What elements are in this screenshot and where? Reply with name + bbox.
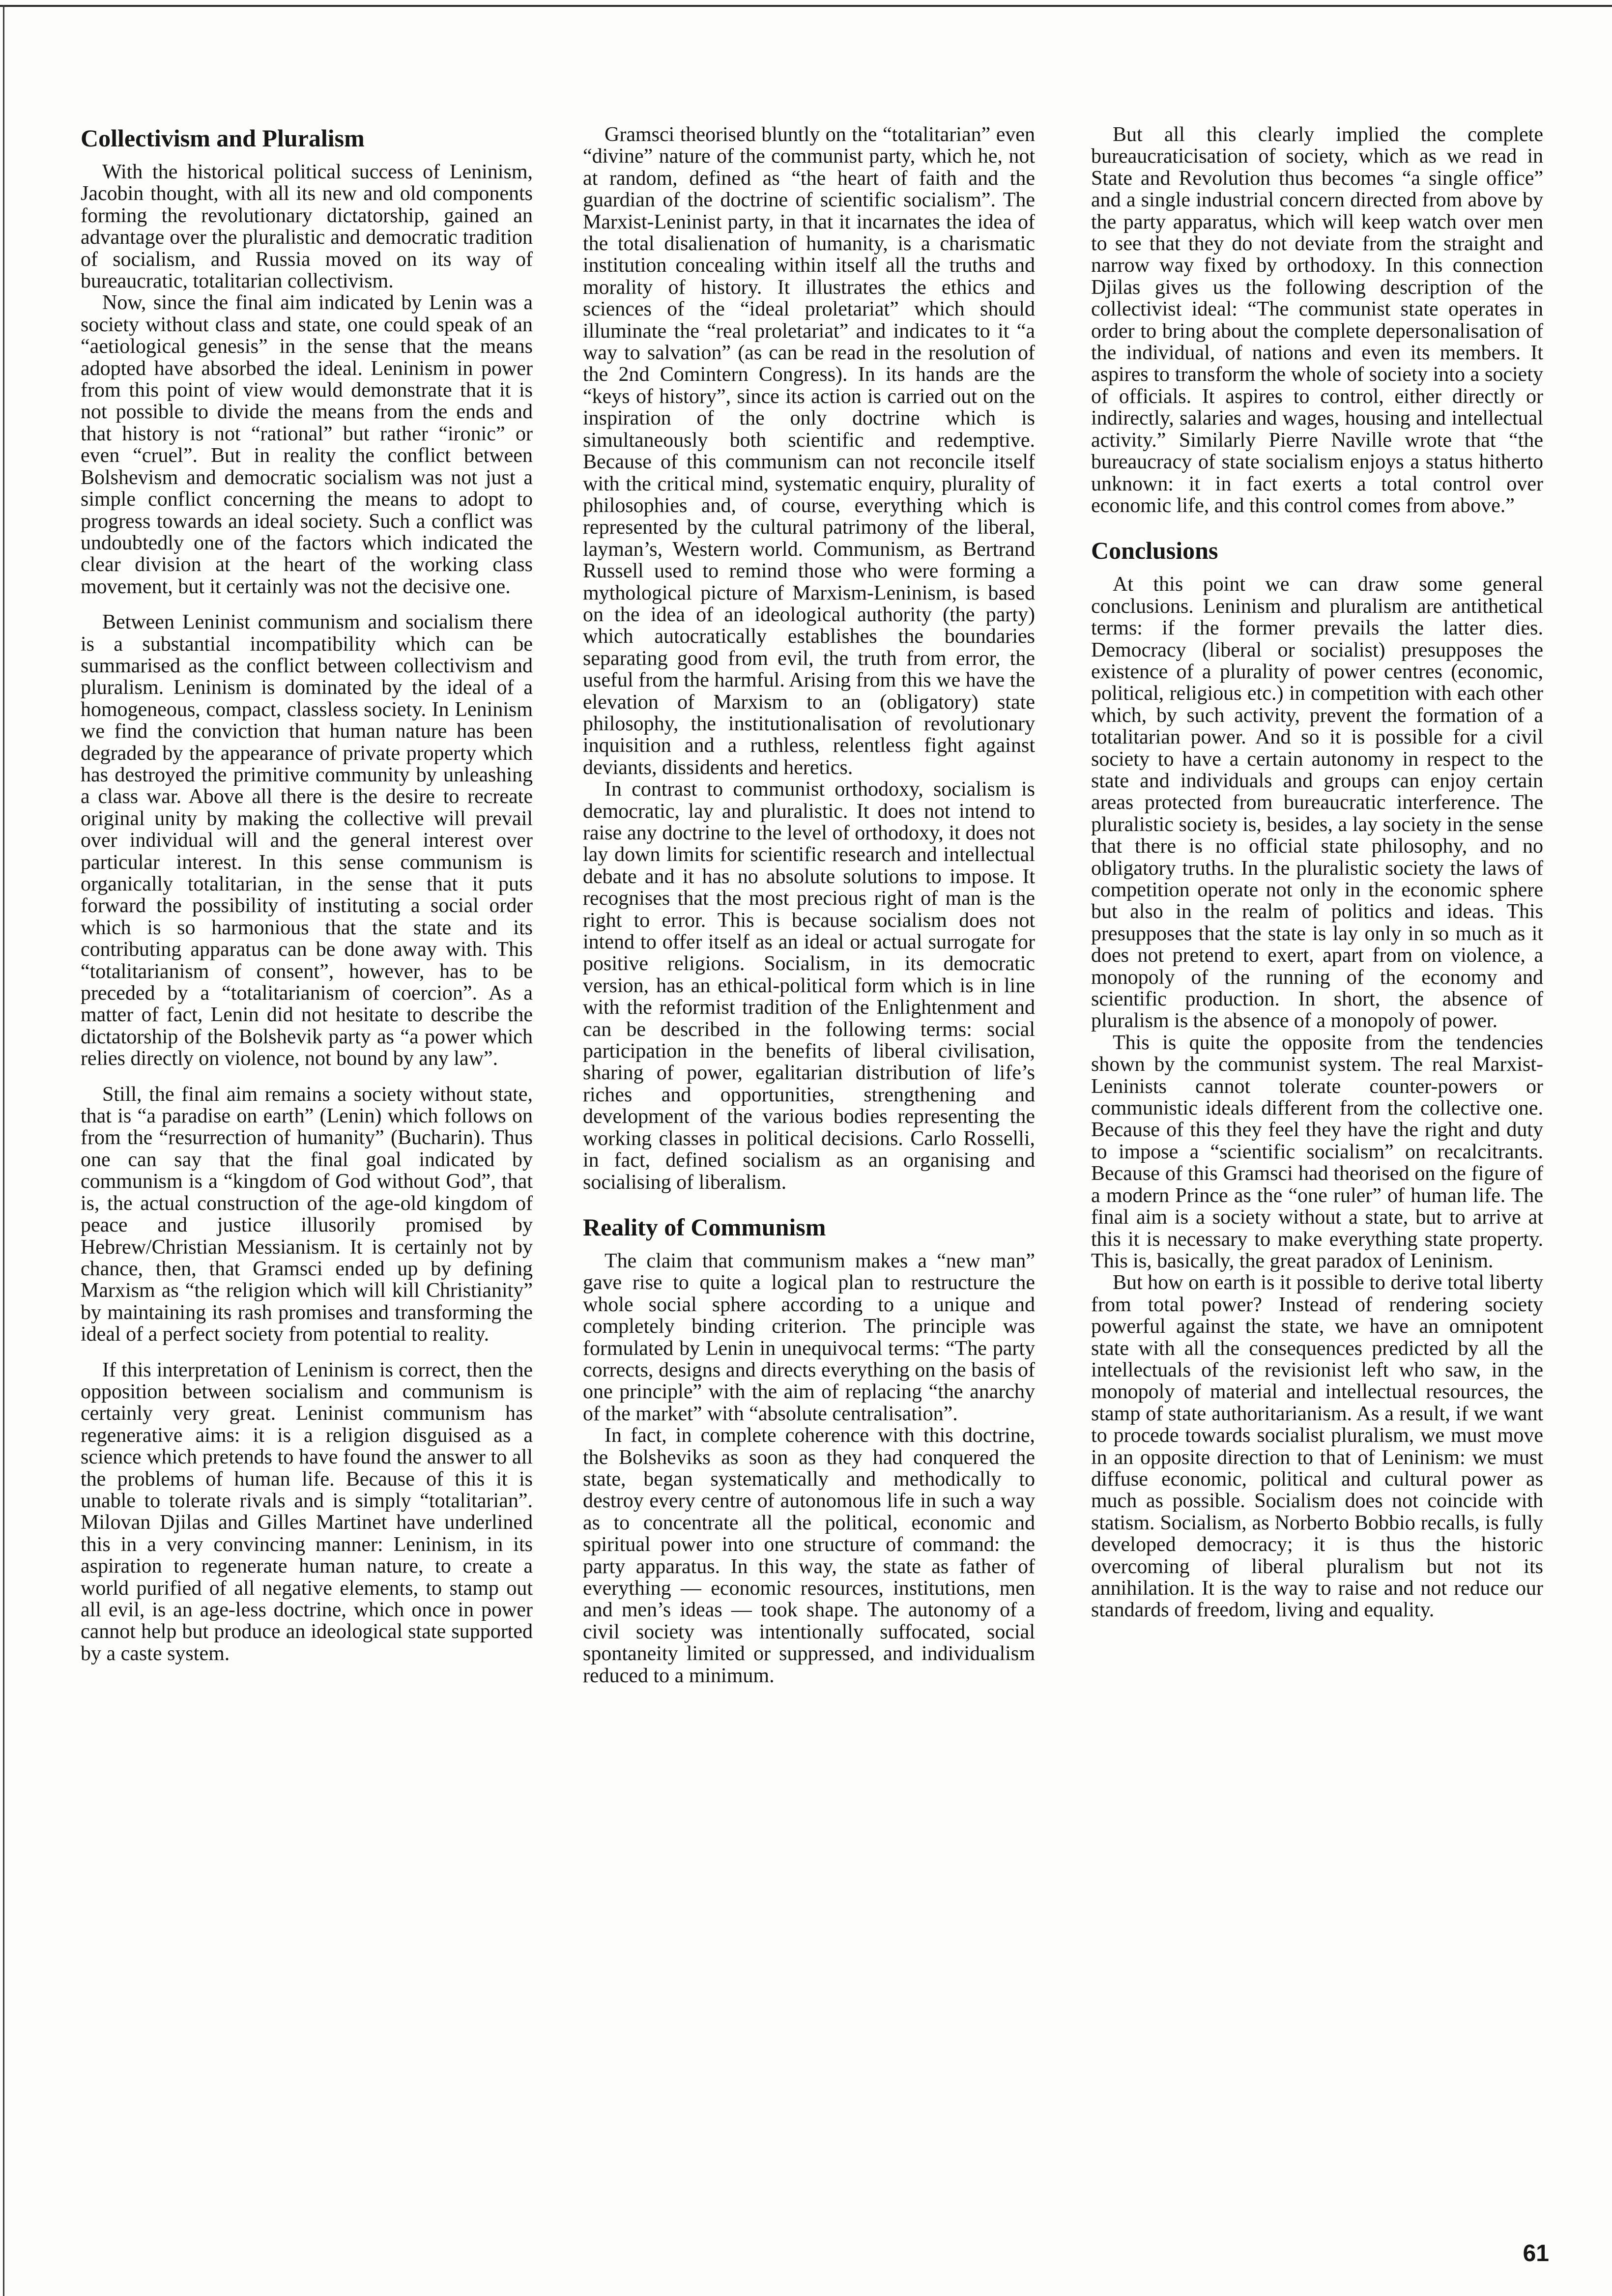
heading-conclusions: Conclusions — [1091, 537, 1218, 565]
paragraph: Between Leninist communism and socialism there is a substantial incompatibility which can be summarised as the conflict between collectivism and pluralism. Leninism is dominated by the ideal of a homogeneous, compact, classless society. In Leninism we find the conviction that human nature has been degraded by the appearance of private property which has destroyed the primitive community by unleashing a class war. Above all there is the desire to recreate original unity by making the collective will prevail over individual will and the general interest over particular interest. In this sense communism is organically totalitarian, in the sense that it puts forward the possibility of instituting a social order which is so harmonious that the state and its contributing apparatus can be done away with. This “totalitarianism of consent”, however, has to be preceded by a “totalitarianism of coercion”. As a matter of fact, Lenin did not hesitate to describe the dictatorship of the Bolshevik party as “a power which relies directly on violence, not bound by any law”. — [81, 611, 533, 1070]
paragraph: In fact, in complete coherence with this doctrine, the Bolsheviks as soon as they had conquered the state, began systematically and methodically to destroy every centre of autonomous life in such a way as to concentrate all the political, economic and spiritual power into one structure of command: the party apparatus. In this way, the state as father of everything — economic resources, institutions, men and men’s ideas — took shape. The autonomy of a civil society was intentionally suffocated, social spontaneity limited or suppressed, and individualism reduced to a minimum. — [583, 1424, 1035, 1687]
page-number: 61 — [1523, 2240, 1549, 2267]
paragraph: With the historical political success of Leninism, Jacobin thought, with all its new and old components forming the revolutionary dictatorship, gained an advantage over the pluralistic and democratic tradition of socialism, and Russia moved on its way of bureaucratic, totalitarian collectivism. — [81, 161, 533, 293]
paragraph: Still, the final aim remains a society without state, that is “a paradise on earth” (Lenin) which follows on from the “resurrection of humanity” (Bucharin). Thus one can say that the final goal indicated by communism is a “kingdom of God without God”, that is, the actual construction of the age-old kingdom of peace and justice illusorily promised by Hebrew/Christian Messianism. It is certainly not by chance, then, that Gramsci ended up by defining Marxism as “the religion which will kill Christianity” by maintaining its rash promises and transforming the ideal of a perfect society from potential to reality. — [81, 1083, 533, 1346]
paragraph: In contrast to communist orthodoxy, socialism is democratic, lay and pluralistic. It does not intend to raise any doctrine to the level of orthodoxy, it does not lay down limits for scientific research and intellectual debate and it has no absolute solutions to impose. It recognises that the most precious right of man is the right to error. This is because socialism does not intend to offer itself as an ideal or actual surrogate for positive religions. Socialism, in its democratic version, has an ethical-political form which is in line with the reformist tradition of the Enlightenment and can be described in the following terms: social participation in the benefits of liberal civilisation, sharing of power, egalitarian distribution of life’s riches and opportunities, strengthening and development of the various bodies representing the working classes in political decisions. Carlo Rosselli, in fact, defined socialism as an organising and socialising of liberalism. — [583, 778, 1035, 1194]
paragraph: But all this clearly implied the complete bureaucraticisation of society, which as we read in State and Revolution thus becomes “a single office” and a single industrial concern directed from above by the party apparatus, which will keep watch over men to see that they do not deviate from the straight and narrow way fixed by orthodoxy. In this connection Djilas gives us the following description of the collectivist ideal: “The communist state operates in order to bring about the complete depersonalisation of the individual, of nations and even its members. It aspires to transform the whole of society into a society of officials. It aspires to control, either directly or indirectly, salaries and wages, housing and intellectual activity.” Similarly Pierre Naville wrote that “the bureaucracy of state socialism enjoys a status hitherto unknown: it in fact exerts a total control over economic life, and this control comes from above.” — [1091, 123, 1543, 517]
column-3 — [1091, 124, 1543, 1621]
column-1 — [81, 124, 533, 1665]
heading-collectivism-and-pluralism: Collectivism and Pluralism — [81, 124, 365, 152]
paragraph: This is quite the opposite from the tendencies shown by the communist system. The real Marxist-Leninists cannot tolerate counter-powers or communistic ideals different from the collective one. Because of this they feel they have the right and duty to impose a “scientific socialism” on recalcitrants. Because of this Gramsci had theorised on the figure of a modern Prince as the “one ruler” of human life. The final aim is a society without a state, but to arrive at this it is necessary to make everything state property. This is, basically, the great paradox of Leninism. — [1091, 1031, 1543, 1272]
heading-reality-of-communism: Reality of Communism — [583, 1213, 826, 1241]
paragraph: Gramsci theorised bluntly on the “totalitarian” even “divine” nature of the communist party, which he, not at random, defined as “the heart of faith and the guardian of the doctrine of scientific socialism”. The Marxist-Leninist party, in that it incarnates the idea of the total disalienation of humanity, is a charismatic institution concealing within itself all the truths and morality of history. It illustrates the ethics and sciences of the “ideal proletariat” which should illuminate the “real proletariat” and indicates to it “a way to salvation” (as can be read in the resolution of the 2nd Comintern Congress). In its hands are the “keys of history”, since its action is carried out on the inspiration of the only doctrine which is simultaneously both scientific and redemptive. Because of this communism can not reconcile itself with the critical mind, systematic enquiry, plurality of philosophies and, of course, everything which is represented by the cultural patrimony of the liberal, layman’s, Western world. Communism, as Bertrand Russell used to remind those who were forming a mythological picture of Marxism-Leninism, is based on the idea of an ideological authority (the party) which autocratically establishes the boundaries separating good from evil, the truth from error, the useful from the harmful. Arising from this we have the elevation of Marxism to an (obligatory) state philosophy, the institutionalisation of revolutionary inquisition and a ruthless, relentless fight against deviants, dissidents and heretics. — [583, 123, 1035, 779]
paragraph: Now, since the final aim indicated by Lenin was a society without class and state, one could speak of an “aetiological genesis” in the sense that the means adopted have absorbed the ideal. Leninism in power from this point of view would demonstrate that it is not possible to divide the means from the ends and that history is not “rational” but rather “ironic” or even “cruel”. But in reality the conflict between Bolshevism and democratic socialism was not just a simple conflict concerning the means to adopt to progress towards an ideal society. Such a conflict was undoubtedly one of the factors which indicated the clear division at the heart of the working class movement, but it certainly was not the decisive one. — [81, 291, 533, 598]
paragraph: If this interpretation of Leninism is correct, then the opposition between socialism and communism is certainly very great. Leninist communism has regenerative aims: it is a religion disguised as a science which pretends to have found the answer to all the problems of human life. Because of this it is unable to tolerate rivals and is simply “totalitarian”. Milovan Djilas and Gilles Martinet have underlined this in a very convincing manner: Leninism, in its aspiration to regenerate human nature, to create a world purified of all negative elements, to stamp out all evil, is an age-less doctrine, which once in power cannot help but produce an ideological state supported by a caste system. — [81, 1358, 533, 1665]
page-left-border — [3, 5, 4, 2296]
paragraph: But how on earth is it possible to derive total liberty from total power? Instead of rendering society powerful against the state, we have an omnipotent state with all the consequences predicted by all the intellectuals of the revisionist left who saw, in the monopoly of material and intellectual resources, the stamp of state authoritarianism. As a result, if we want to procede towards socialist pluralism, we must move in an opposite direction to that of Leninism: we must diffuse economic, political and cultural power as much as possible. Socialism does not coincide with statism. Socialism, as Norberto Bobbio recalls, is fully developed democracy; it is thus the historic overcoming of liberal pluralism but not its annihilation. It is the way to raise and not reduce our standards of freedom, living and equality. — [1091, 1271, 1543, 1622]
page-top-border — [0, 5, 1612, 7]
column-2 — [583, 124, 1035, 1687]
paragraph: The claim that communism makes a “new man” gave rise to quite a logical plan to restructure the whole social sphere according to a unique and completely binding criterion. The principle was formulated by Lenin in unequivocal terms: “The party corrects, designs and directs everything on the basis of one principle” with the aim of replacing “the anarchy of the market” with “absolute centralisation”. — [583, 1249, 1035, 1425]
paragraph: At this point we can draw some general conclusions. Leninism and pluralism are antithetical terms: if the former prevails the latter dies. Democracy (liberal or socialist) presupposes the existence of a plurality of power centres (economic, political, religious etc.) in competition with each other which, by such activity, prevent the formation of a totalitarian power. And so it is possible for a civil society to have a certain autonomy in respect to the state and individuals and groups can enjoy certain areas protected from bureaucratic interference. The pluralistic society is, besides, a lay society in the sense that there is no official state philosophy, and no obligatory truths. In the pluralistic society the laws of competition operate not only in the economic sphere but also in the realm of politics and ideas. This presupposes that the state is lay only in so much as it does not pretend to exert, apart from on violence, a monopoly of the running of the economy and scientific production. In short, the absence of pluralism is the absence of a monopoly of power. — [1091, 573, 1543, 1033]
